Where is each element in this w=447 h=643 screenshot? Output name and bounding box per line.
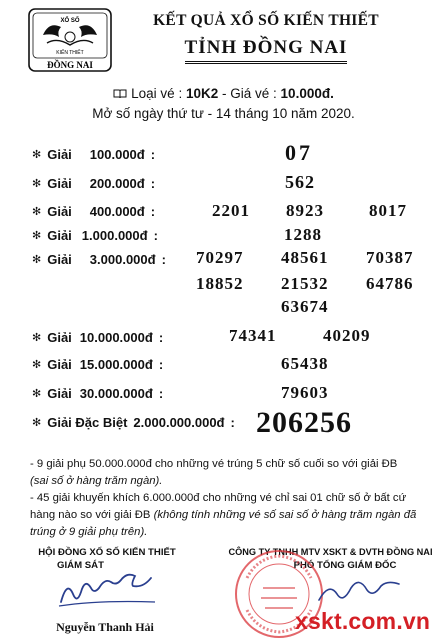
draw-date: Mở số ngày thứ tư - 14 tháng 10 năm 2020. — [92, 106, 355, 121]
winning-number: 1288 — [284, 225, 322, 244]
star-bullet-icon: ✻ — [32, 230, 42, 242]
winning-number: 40209 — [323, 326, 371, 345]
site-watermark: xskt.com.vn — [295, 608, 431, 634]
winning-number: 74341 — [229, 326, 277, 345]
winning-number: 70297 — [196, 248, 244, 267]
prize-row-2-label: ✻ Giải 200.000đ : — [32, 176, 156, 191]
winning-number: 562 — [285, 172, 315, 192]
winning-number: 70387 — [366, 248, 414, 267]
dong-nai-lottery-logo — [27, 7, 113, 73]
winning-number: 8017 — [369, 201, 407, 220]
director-signature — [315, 578, 405, 608]
ticket-info: Loại vé : 10K2 - Giá vé : 10.000đ. — [0, 86, 447, 101]
winning-number: 63674 — [281, 297, 329, 316]
note-sub-prizes: - 9 giải phụ 50.000.000đ cho những vé trúng 5 chữ số cuối so với giải ĐB (sai số ở hàng trăm ngàn). — [30, 458, 398, 487]
prize-row-6-label: ✻ Giải 10.000.000đ : — [32, 330, 164, 345]
star-bullet-icon: ✻ — [32, 388, 42, 400]
company-role: PHÓ TỔNG GIÁM ĐỐC — [293, 560, 397, 571]
winning-number: 2201 — [212, 201, 250, 220]
winning-number: 65438 — [281, 354, 329, 373]
logo-text-small: KIẾN THIẾT — [56, 50, 84, 56]
prize-row-5-label: ✻ Giải 3.000.000đ : — [32, 252, 166, 267]
prize-row-3-label: ✻ Giải 400.000đ : — [32, 204, 156, 219]
star-bullet-icon: ✻ — [32, 206, 42, 218]
prize-row-7-label: ✻ Giải 15.000.000đ : — [32, 357, 164, 372]
winning-number: 79603 — [281, 383, 329, 402]
ticket-type-label: Loại vé — [131, 86, 175, 101]
winning-number: 21532 — [281, 274, 329, 293]
logo-text-top: XỔ SỐ — [60, 18, 80, 24]
star-bullet-icon: ✻ — [32, 417, 42, 429]
title-line-2 — [116, 37, 416, 64]
star-bullet-icon: ✻ — [32, 254, 42, 266]
province-title: TỈNH ĐỒNG NAI — [185, 37, 348, 64]
ticket-price-label: Giá vé — [230, 86, 270, 101]
prize-row-special-label: ✻ Giải Đặc Biệt 2.000.000.000đ : — [32, 415, 235, 430]
supervisor-org: HỘI ĐỒNG XỔ SỐ KIẾN THIẾT — [38, 547, 176, 558]
company-name: CÔNG TY TNHH MTV XSKT & DVTH ĐỒNG NAI — [228, 547, 433, 557]
winning-number: 07 — [285, 140, 313, 165]
ticket-type-value: 10K2 — [185, 86, 219, 101]
supervisor-name: Nguyễn Thanh Hải — [56, 620, 154, 634]
supervisor-signature — [55, 572, 165, 612]
winning-number: 48561 — [281, 248, 329, 267]
note-consolation-prizes: - 45 giải khuyến khích 6.000.000đ cho những vé chỉ sai 01 chữ số ở bất cứ hàng nào so với giải ĐB (không tính những vé số sai số ở hàng trăm ngàn đã trúng ở 9 giải phụ trên). — [30, 492, 417, 538]
winning-number: 64786 — [366, 274, 414, 293]
prize-row-1-label: ✻ Giải 100.000đ : — [32, 147, 156, 162]
star-bullet-icon: ✻ — [32, 149, 42, 161]
special-prize-number: 206256 — [256, 406, 352, 439]
prize-row-8-label: ✻ Giải 30.000.000đ : — [32, 386, 164, 401]
star-bullet-icon: ✻ — [32, 332, 42, 344]
prize-row-4-label: ✻ Giải 1.000.000đ : — [32, 228, 158, 243]
winning-number: 18852 — [196, 274, 244, 293]
logo-text-bottom: ĐỒNG NAI — [47, 60, 93, 70]
star-bullet-icon: ✻ — [32, 359, 42, 371]
star-bullet-icon: ✻ — [32, 178, 42, 190]
supervisor-role: GIÁM SÁT — [57, 560, 104, 571]
winning-number: 8923 — [286, 201, 324, 220]
book-icon — [113, 89, 127, 99]
title-line-1: KẾT QUẢ XỔ SỐ KIẾN THIẾT — [153, 12, 379, 29]
ticket-price-value: 10.000đ. — [280, 86, 334, 101]
